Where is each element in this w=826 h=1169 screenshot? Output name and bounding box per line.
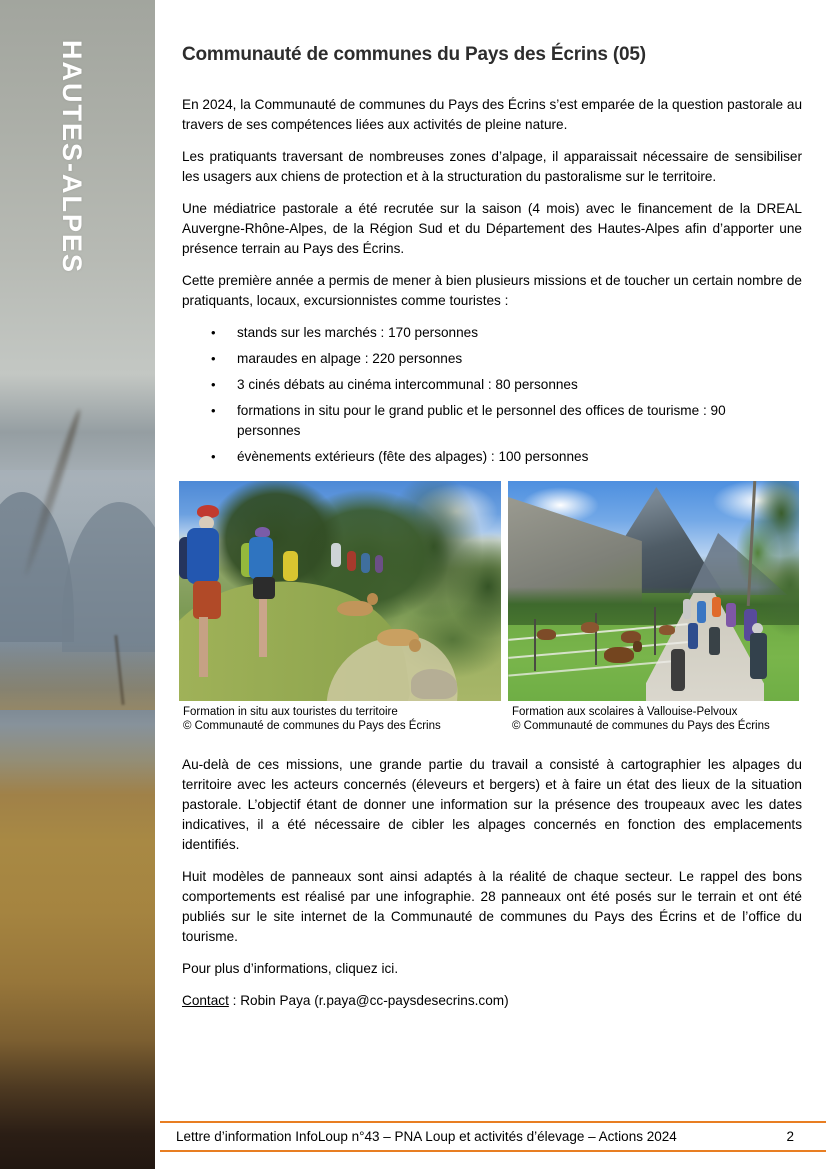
page-title: Communauté de communes du Pays des Écrins (05) bbox=[182, 44, 646, 65]
caption-credit: © Communauté de communes du Pays des Écrins bbox=[183, 720, 441, 732]
caption-credit: © Communauté de communes du Pays des Écrins bbox=[512, 720, 770, 732]
contact-line bbox=[182, 991, 802, 1011]
photo-goats-school-group bbox=[508, 481, 799, 701]
footer-text: Lettre d’information InfoLoup n°43 – PNA Loup et activités d’élevage – Actions 2024 bbox=[176, 1129, 677, 1144]
photo-row bbox=[179, 481, 802, 733]
photo-caption-right bbox=[508, 705, 799, 733]
bullet-item: • formations in situ pour le grand public et le personnel des offices de tourisme : 90 personnes bbox=[237, 401, 802, 441]
bullet-item: • maraudes en alpage : 220 personnes bbox=[237, 349, 802, 369]
bullet-list bbox=[182, 323, 802, 467]
bullet-item: • 3 cinés débats au cinéma intercommunal : 80 personnes bbox=[237, 375, 802, 395]
intro-paragraph-3: Une médiatrice pastorale a été recrutée sur la saison (4 mois) avec le financement de la DREAL Auvergne-Rhône-Alpes, de la Région Sud et du Département des Hautes-Alpes afin d’apporter une présence terrain au Pays des Écrins. bbox=[182, 201, 802, 256]
caption-text: Formation aux scolaires à Vallouise-Pelvoux bbox=[512, 706, 738, 718]
main-content bbox=[182, 44, 802, 1011]
footer-page-number: 2 bbox=[786, 1129, 794, 1144]
panels-paragraph: Huit modèles de panneaux sont ainsi adaptés à la réalité de chaque secteur. Le rappel des bons comportements est réalisé par une infographie. 28 panneaux ont été posés sur le terrain et ont été publiés sur le site internet de la Communauté de communes du Pays des Écrins et de l’office du tourisme. bbox=[182, 869, 802, 944]
more-info-link[interactable]: cliquez ici bbox=[335, 961, 395, 976]
photo-caption-left bbox=[179, 705, 501, 733]
more-info-line bbox=[182, 959, 802, 979]
mapping-paragraph: Au-delà de ces missions, une grande partie du travail a consisté à cartographier les alpages du territoire avec les acteurs concernés (éleveurs et bergers) et à faire un état des lieux de la situation pastorale. L’objectif étant de donner une information sur la présence des troupeaux avec les dates indicatives, il a été nécessaire de cibler les alpages concernés en fonction des emplacements identifiés. bbox=[182, 757, 802, 852]
photo-trail-hikers bbox=[179, 481, 501, 701]
bullet-item: • évènements extérieurs (fête des alpages) : 100 personnes bbox=[237, 447, 802, 467]
photo-figure-right bbox=[508, 481, 799, 733]
intro-paragraph-2: Les pratiquants traversant de nombreuses zones d’alpage, il apparaissait nécessaire de sensibiliser les usagers aux chiens de protection et à la structuration du pastoralisme sur le territoire. bbox=[182, 149, 802, 184]
caption-text: Formation in situ aux touristes du territoire bbox=[183, 706, 398, 718]
intro-paragraph-4: Cette première année a permis de mener à bien plusieurs missions et de toucher un certain nombre de pratiquants, locaux, excursionnistes comme touristes : bbox=[182, 273, 802, 308]
sidebar-photo-strip bbox=[0, 0, 155, 1169]
more-info-suffix: . bbox=[394, 961, 399, 976]
contact-label: Contact bbox=[182, 993, 229, 1008]
more-info-prefix: Pour plus d’informations, bbox=[182, 961, 336, 976]
photo-figure-left bbox=[179, 481, 501, 733]
bullet-item: • stands sur les marchés : 170 personnes bbox=[237, 323, 802, 343]
page-footer bbox=[160, 1121, 826, 1152]
region-label: HAUTES-ALPES bbox=[57, 40, 87, 275]
intro-paragraph-1: En 2024, la Communauté de communes du Pays des Écrins s’est emparée de la question pastorale au travers de ses compétences liées aux activités de pleine nature. bbox=[182, 97, 802, 132]
contact-email: : Robin Paya (r.paya@cc-paysdesecrins.com) bbox=[228, 993, 509, 1008]
